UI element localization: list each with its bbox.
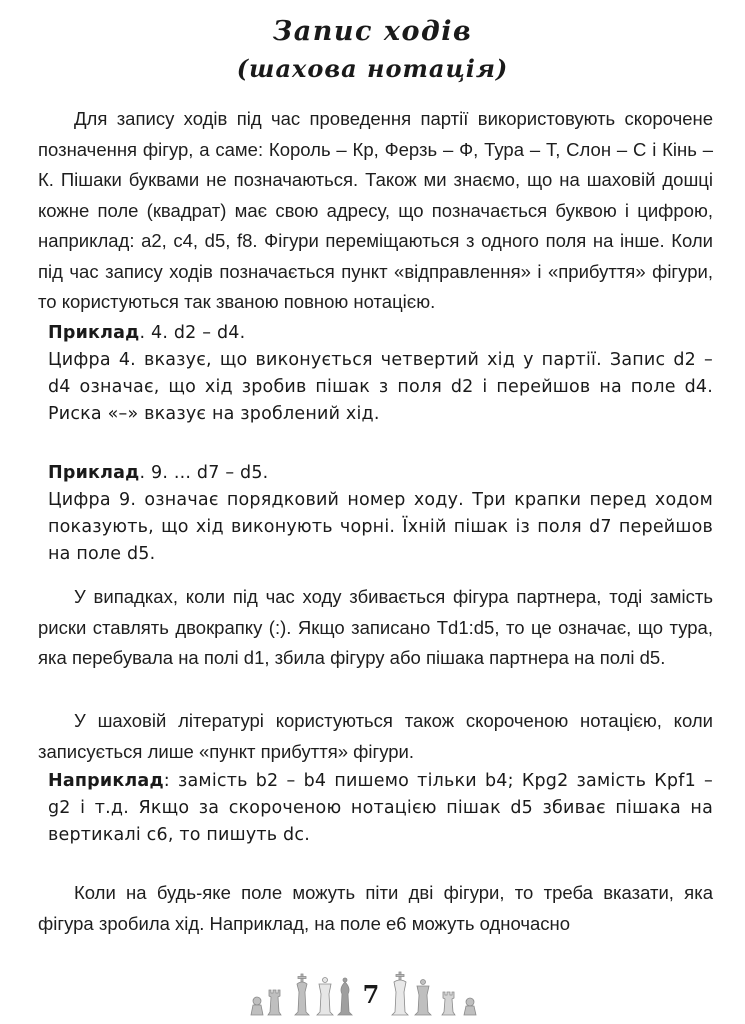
- page-subtitle: (шахова нотація): [236, 54, 509, 83]
- example-block-3: [48, 768, 713, 849]
- example-1-lead: Приклад: [48, 323, 140, 343]
- paragraph-ambiguous-moves: Коли на будь-яке поле можуть піти дві фігури, то треба вказати, яка фігура зробила хід. Наприклад, на поле е6 можуть одночасно: [38, 882, 713, 934]
- page-title: Запис ходів: [272, 16, 473, 47]
- rook-icon: [442, 992, 455, 1015]
- example-2-move: . 9. ... d7 – d5.: [139, 463, 269, 483]
- queen-icon: [415, 980, 431, 1016]
- king-icon: [295, 974, 309, 1015]
- page-number: 7: [362, 980, 380, 1009]
- pawn-icon: [464, 998, 476, 1015]
- example-1-move: . 4. d2 – d4.: [139, 323, 246, 343]
- pawn-icon: [251, 997, 263, 1015]
- example-3-text: : замість b2 – b4 пишемо тільки b4; Крg2 замість Крf1 – g2 і т.д. Якщо за скороченою нотацією пішак d5 збиває пішака на вертикалі с6, то пишуть dc.: [48, 771, 713, 845]
- paragraph-capture-notation: У випадках, коли під час ходу збивається фігура партнера, тоді замість риски ставлять двокрапку (:). Якщо записано Td1:d5, то це означає, що тура, яка перебувала на полі d1, збила фігуру або пішака партнера на полі d5.: [38, 586, 713, 668]
- example-block-1: [48, 320, 713, 428]
- paragraph-short-notation: У шаховій літературі користуються також скороченою нотацією, коли записується лише «пункт прибуття» фігури.: [38, 710, 713, 762]
- rook-icon: [268, 990, 281, 1015]
- example-2-lead: Приклад: [48, 463, 140, 483]
- example-3-lead: Наприклад: [48, 771, 164, 791]
- paragraph-notation-intro: Для запису ходів під час проведення партії використовують скорочене позначення фігур, а саме: Король – Кр, Ферзь – Ф, Тура – Т, Слон – С і Кінь – К. Пішаки буквами не позначаються. Також ми знаємо, що на шаховій дошці кожне поле (квадрат) має свою адресу, що позначається буквою і цифрою, наприклад: а2, с4, d5, f8. Фігури переміщаються з одного поля на інше. Коли під час запису ходів позначається пункт «відправлення» і «прибуття» фігури, то користуються так званою повною нотацією.: [38, 108, 713, 312]
- example-2-body: Цифра 9. означає порядковий номер ходу. Три крапки перед ходом показують, що хід виконують чорні. Їхній пішак із поля d7 перейшов на поле d5.: [48, 490, 713, 564]
- king-icon: [392, 972, 408, 1015]
- queen-icon: [317, 978, 333, 1016]
- example-2-heading: [48, 460, 713, 487]
- example-block-2: [48, 460, 713, 568]
- example-1-body: Цифра 4. вказує, що виконується четвертий хід у партії. Запис d2 – d4 означає, що хід зробив пішак з поля d2 і перейшов на поле d4. Риска «–» вказує на зроблений хід.: [48, 350, 713, 424]
- example-1-heading: [48, 320, 713, 347]
- bishop-icon: [338, 978, 352, 1015]
